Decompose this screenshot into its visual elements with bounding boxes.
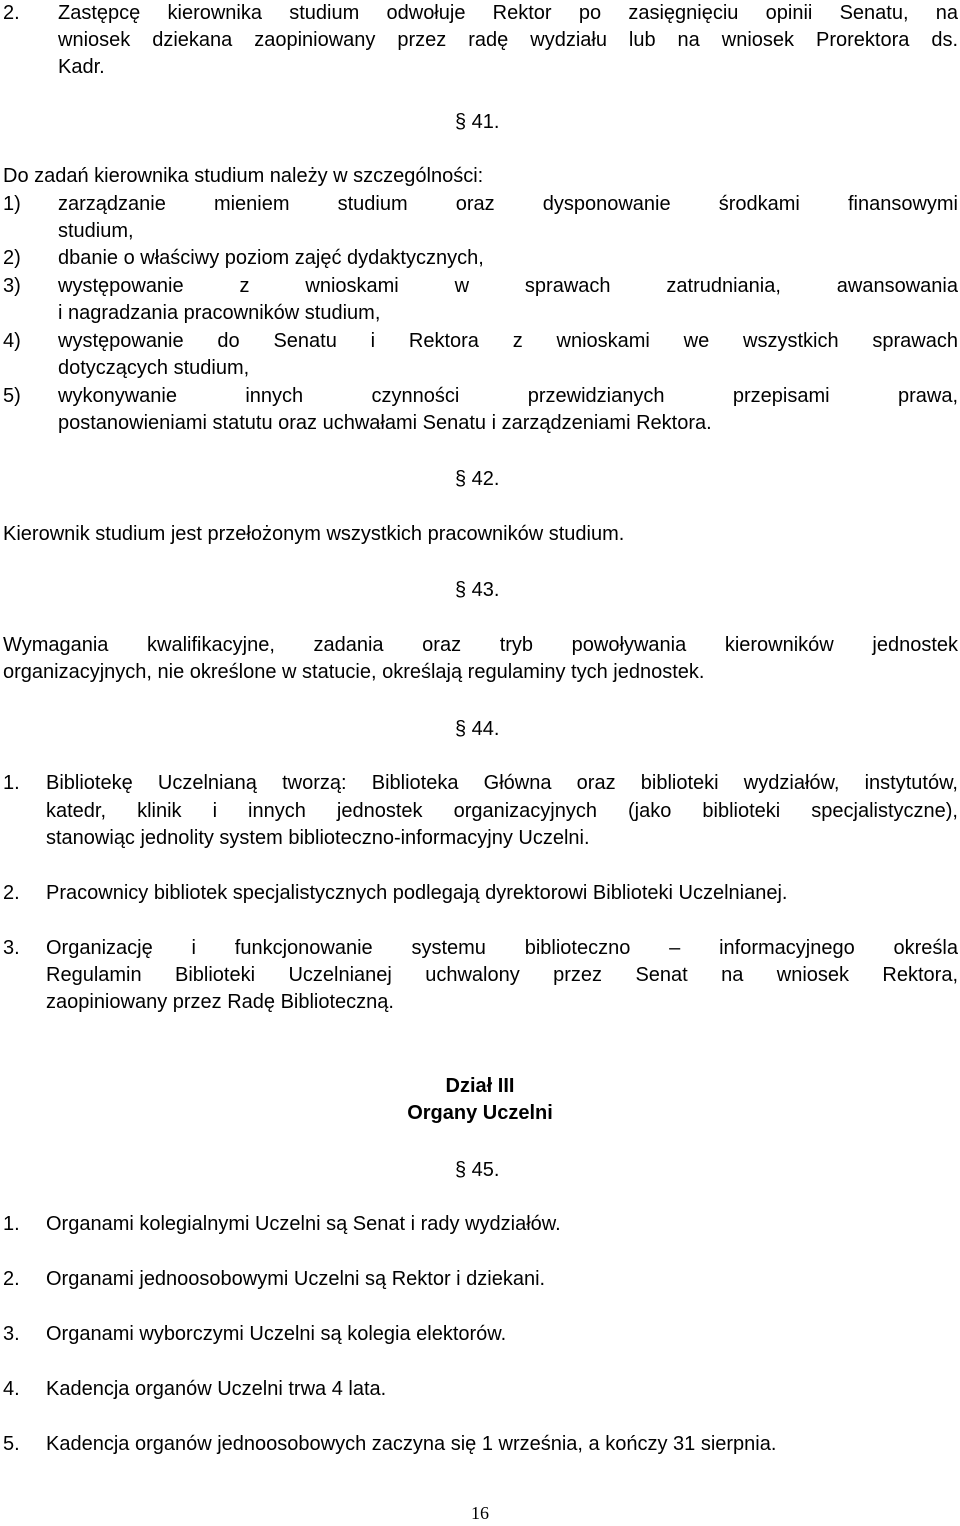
list-item-number: 5) [3, 385, 21, 407]
paragraph-line: Zastępcę kierownika studium odwołuje Rektor po zasięgnięciu opinii Senatu, na [58, 2, 958, 24]
list-item-line: występowanie do Senatu i Rektora z wnioskami we wszystkich sprawach [58, 330, 958, 352]
section-text: Kierownik studium jest przełożonym wszystkich pracowników studium. [3, 523, 625, 545]
list-item-number: 2. [3, 882, 20, 904]
list-item-number: 1) [3, 193, 21, 215]
section-heading: § 45. [455, 1159, 500, 1181]
list-item-text: Organami jednoosobowymi Uczelni są Rektor i dziekani. [46, 1268, 546, 1290]
section-heading: § 42. [455, 468, 500, 490]
division-title: Dział III [445, 1075, 515, 1097]
list-item-line: i nagradzania pracowników studium, [58, 302, 381, 324]
paragraph-line: Kadr. [58, 56, 105, 78]
list-item-line: występowanie z wnioskami w sprawach zatrudniania, awansowania [58, 275, 958, 297]
section-intro: Do zadań kierownika studium należy w szczególności: [3, 165, 484, 187]
section-heading: § 41. [455, 111, 500, 133]
list-item-number: 3) [3, 275, 21, 297]
list-item-number: 3. [3, 937, 20, 959]
list-item-number: 4) [3, 330, 21, 352]
list-item-number: 1. [3, 1213, 20, 1235]
list-item-line: Bibliotekę Uczelnianą tworzą: Biblioteka Główna oraz biblioteki wydziałów, instytutów, [46, 772, 958, 794]
list-item-number: 3. [3, 1323, 20, 1345]
list-item-line: dotyczących studium, [58, 357, 250, 379]
section-heading: § 44. [455, 718, 500, 740]
list-item-number: 4. [3, 1378, 20, 1400]
list-item-line: postanowieniami statutu oraz uchwałami Senatu i zarządzeniami Rektora. [58, 412, 712, 434]
section-text-line: organizacyjnych, nie określone w statucie, określają regulaminy tych jednostek. [3, 661, 705, 683]
list-item-line: Organizację i funkcjonowanie systemu biblioteczno – informacyjnego określa [46, 937, 958, 959]
list-item-text: Organami wyborczymi Uczelni są kolegia elektorów. [46, 1323, 507, 1345]
list-item-line: zarządzanie mieniem studium oraz dysponowanie środkami finansowymi [58, 193, 958, 215]
list-item-line: Pracownicy bibliotek specjalistycznych podlegają dyrektorowi Biblioteki Uczelnianej. [46, 882, 788, 904]
list-item-line: studium, [58, 220, 134, 242]
list-item-line: katedr, klinik i innych jednostek organizacyjnych (jako biblioteki specjalistyczne), [46, 800, 958, 822]
page-number: 16 [471, 1503, 489, 1523]
paragraph-number: 2. [3, 2, 20, 24]
division-subtitle: Organy Uczelni [407, 1102, 553, 1124]
list-item-text: Kadencja organów Uczelni trwa 4 lata. [46, 1378, 387, 1400]
list-item-number: 1. [3, 772, 20, 794]
list-item-number: 2) [3, 247, 21, 269]
list-item-text: Organami kolegialnymi Uczelni są Senat i rady wydziałów. [46, 1213, 561, 1235]
list-item-number: 5. [3, 1433, 20, 1455]
list-item-text: Kadencja organów jednoosobowych zaczyna się 1 września, a kończy 31 sierpnia. [46, 1433, 777, 1455]
list-item-number: 2. [3, 1268, 20, 1290]
list-item-line: Regulamin Biblioteki Uczelnianej uchwalony przez Senat na wniosek Rektora, [46, 964, 958, 986]
list-item-line: dbanie o właściwy poziom zajęć dydaktycznych, [58, 247, 484, 269]
section-heading: § 43. [455, 579, 500, 601]
list-item-line: wykonywanie innych czynności przewidzianych przepisami prawa, [58, 385, 958, 407]
list-item-line: zaopiniowany przez Radę Biblioteczną. [46, 991, 394, 1013]
section-text-line: Wymagania kwalifikacyjne, zadania oraz tryb powoływania kierowników jednostek [3, 634, 958, 656]
paragraph-line: wniosek dziekana zaopiniowany przez radę wydziału lub na wniosek Prorektora ds. [58, 29, 958, 51]
list-item-line: stanowiąc jednolity system biblioteczno-informacyjny Uczelni. [46, 827, 590, 849]
